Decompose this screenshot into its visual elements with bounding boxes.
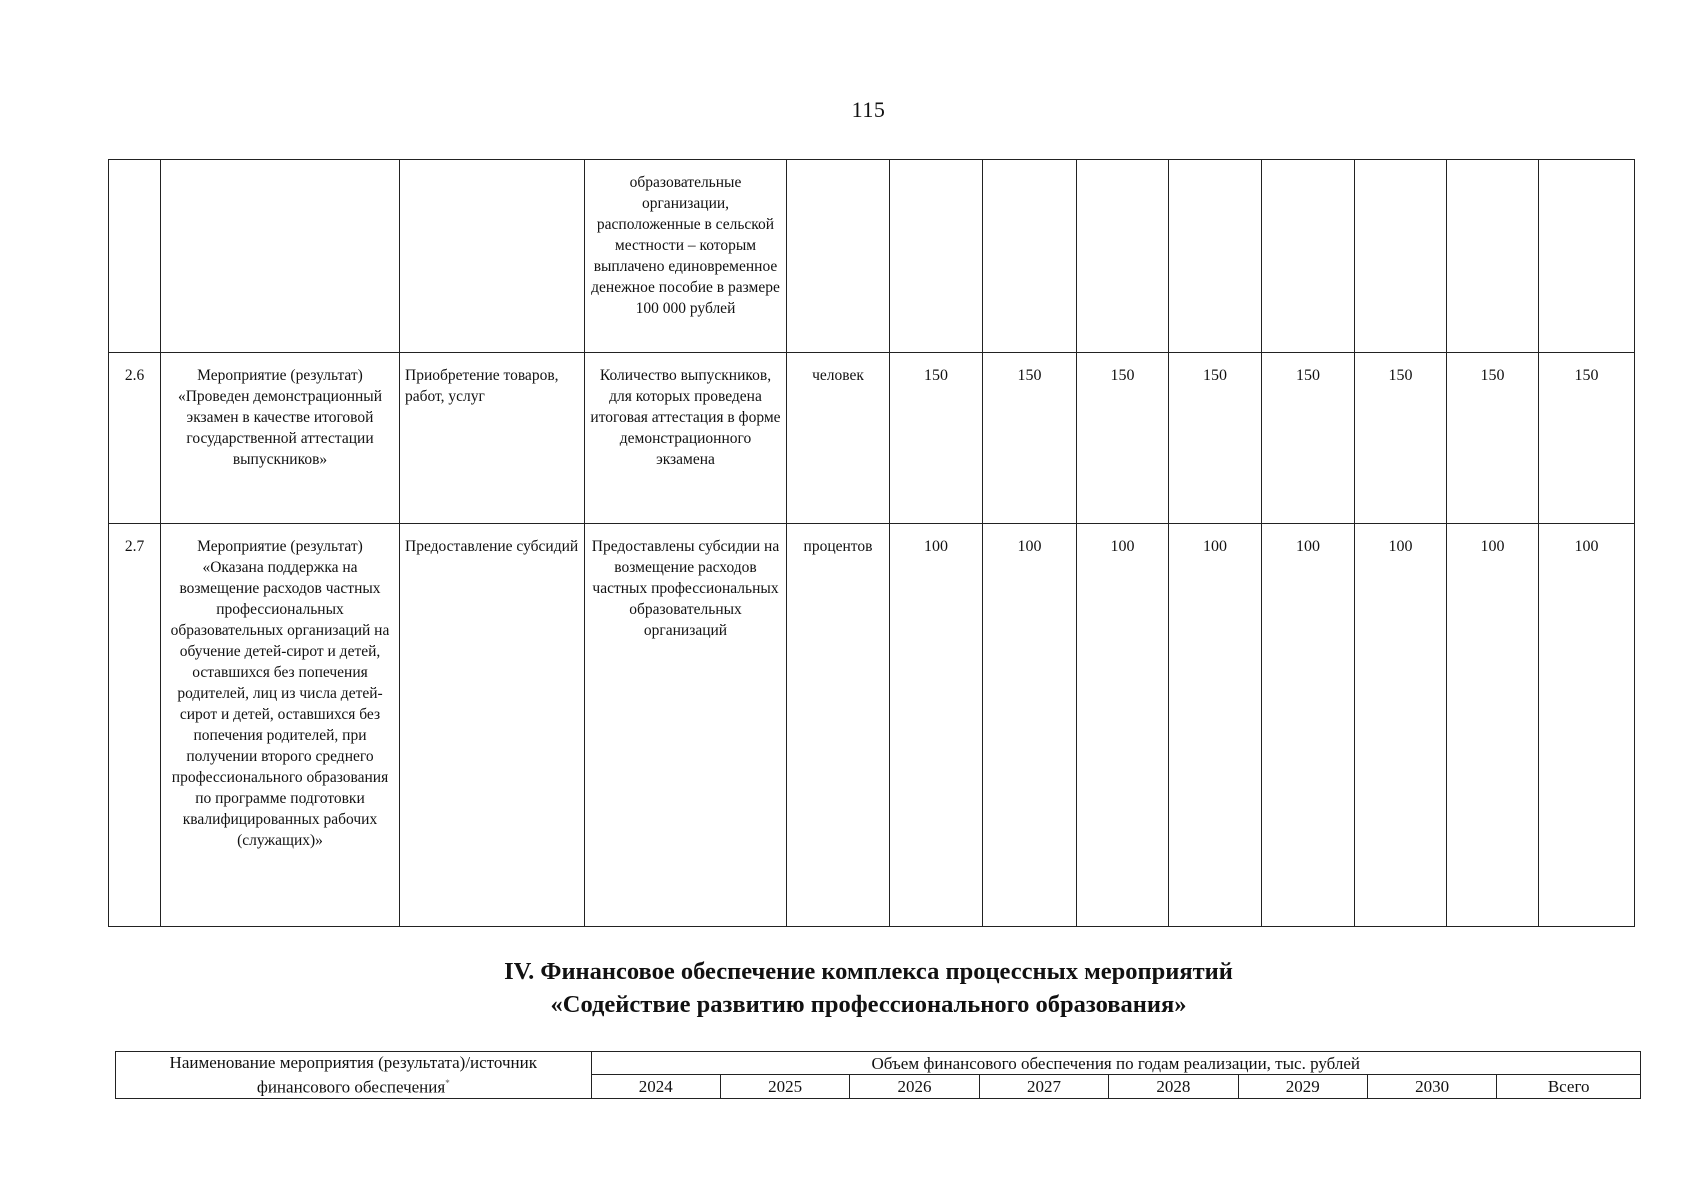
name-source-header-line-1: Наименование мероприятия (результата)/источник: [169, 1053, 537, 1072]
event-type: [400, 160, 585, 353]
name-source-header-line-2: финансового обеспечения: [256, 1077, 446, 1097]
event-type: Предоставление субсидий: [400, 524, 585, 927]
value-cell: 100: [1077, 524, 1169, 927]
indicator: Предоставлены субсидии на возмещение расходов частных профессиональных образовательных организаций: [585, 524, 787, 927]
value-cell: [1539, 160, 1635, 353]
value-cell: 150: [1539, 353, 1635, 524]
year-header: 2030: [1367, 1075, 1496, 1098]
name-source-header: [116, 1052, 592, 1099]
year-header: 2025: [720, 1075, 849, 1098]
value-cell: [983, 160, 1077, 353]
value-cell: 150: [1262, 353, 1355, 524]
finance-header-row: [116, 1052, 1641, 1075]
indicator: образовательные организации, расположенные в сельской местности – которым выплачено единовременное денежное пособие в размере 100 000 рублей: [585, 160, 787, 353]
indicator: Количество выпускников, для которых проведена итоговая аттестация в форме демонстрационного экзамена: [585, 353, 787, 524]
table-row: [109, 160, 1635, 353]
year-header: 2029: [1238, 1075, 1367, 1098]
value-cell: 100: [983, 524, 1077, 927]
value-cell: 150: [1169, 353, 1262, 524]
value-cell: [1262, 160, 1355, 353]
event-name: Мероприятие (результат) «Проведен демонстрационный экзамен в качестве итоговой государственной аттестации выпускников»: [161, 353, 400, 524]
unit: [787, 160, 890, 353]
value-cell: 100: [1539, 524, 1635, 927]
value-cell: 100: [1262, 524, 1355, 927]
row-number: 2.6: [109, 353, 161, 524]
finance-table: [115, 1051, 1641, 1099]
section-heading: [0, 955, 1697, 1021]
value-cell: 100: [890, 524, 983, 927]
value-cell: 150: [983, 353, 1077, 524]
value-cell: [1355, 160, 1447, 353]
total-header: Всего: [1497, 1075, 1641, 1098]
row-number: [109, 160, 161, 353]
results-table: [108, 159, 1635, 927]
event-name: Мероприятие (результат) «Оказана поддержка на возмещение расходов частных профессиональных образовательных организаций на обучение детей-сирот и детей, оставшихся без попечения родителей, лиц из числа детей-сирот и детей, оставшихся без попечения родителей, при получении второго среднего профессионального образования по программе подготовки квалифицированных рабочих (служащих)»: [161, 524, 400, 927]
section-heading-line-2: «Содействие развитию профессионального образования»: [550, 991, 1187, 1018]
event-type: Приобретение товаров, работ, услуг: [400, 353, 585, 524]
value-cell: 100: [1355, 524, 1447, 927]
year-header: 2027: [979, 1075, 1108, 1098]
row-number: 2.7: [109, 524, 161, 927]
table-row: [109, 353, 1635, 524]
year-header: 2024: [591, 1075, 720, 1098]
value-cell: 100: [1447, 524, 1539, 927]
value-cell: [890, 160, 983, 353]
value-cell: [1447, 160, 1539, 353]
unit: человек: [787, 353, 890, 524]
footnote-mark: *: [445, 1078, 450, 1088]
volume-header: Объем финансового обеспечения по годам реализации, тыс. рублей: [591, 1052, 1640, 1075]
year-header: 2028: [1109, 1075, 1238, 1098]
page-number: 115: [851, 97, 886, 122]
value-cell: 150: [1077, 353, 1169, 524]
table-row: [109, 524, 1635, 927]
event-name: [161, 160, 400, 353]
value-cell: [1077, 160, 1169, 353]
value-cell: [1169, 160, 1262, 353]
year-header: 2026: [850, 1075, 979, 1098]
value-cell: 100: [1169, 524, 1262, 927]
unit: процентов: [787, 524, 890, 927]
value-cell: 150: [1355, 353, 1447, 524]
value-cell: 150: [890, 353, 983, 524]
value-cell: 150: [1447, 353, 1539, 524]
section-heading-line-1: IV. Финансовое обеспечение комплекса процессных мероприятий: [504, 958, 1233, 985]
